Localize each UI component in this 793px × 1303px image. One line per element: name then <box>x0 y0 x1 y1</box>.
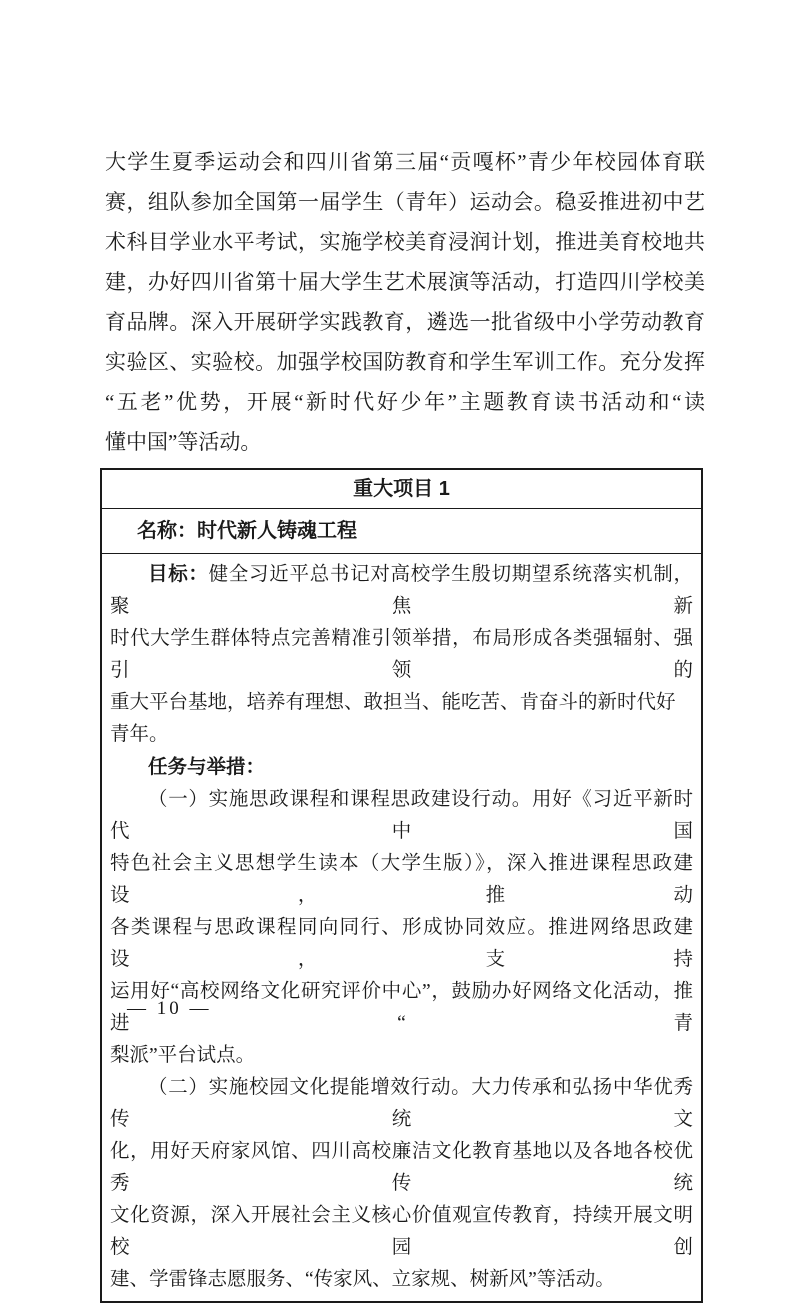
intro-line-7: “五老”优势，开展“新时代好少年”主题教育读书活动和“读 <box>105 390 705 414</box>
project-table-title-row <box>102 470 701 509</box>
tasks-heading <box>110 751 693 784</box>
page-number: — 10 — <box>127 998 212 1019</box>
intro-line-3: 术科目学业水平考试，实施学校美育浸润计划，推进美育校地共 <box>105 230 705 254</box>
intro-line-5: 育品牌。深入开展研学实践教育，遴选一批省级中小学劳动教育 <box>105 310 705 334</box>
goal-line-3: 重大平台基地，培养有理想、敢担当、能吃苦、肯奋斗的新时代好青年。 <box>110 692 676 745</box>
intro-line-6: 实验区、实验校。加强学校国防教育和学生军训工作。充分发挥 <box>105 350 705 374</box>
task-line-3: 各类课程与思政课程同向同行、形成协同效应。推进网络思政建设，支持 <box>110 917 693 970</box>
intro-line-4: 建，办好四川省第十届大学生艺术展演等活动，打造四川学校美 <box>105 270 705 294</box>
task-line-7: 化，用好天府家风馆、四川高校廉洁文化教育基地以及各地各校优秀传统 <box>110 1141 693 1194</box>
intro-line-8: 懂中国”等活动。 <box>105 430 262 454</box>
tasks-label: 任务与举措： <box>148 756 266 778</box>
major-project-table <box>100 468 703 1303</box>
task-line-9: 建、学雷锋志愿服务、“传家风、立家规、树新风”等活动。 <box>110 1269 615 1290</box>
project-table-name-row <box>102 509 701 554</box>
intro-paragraph <box>105 142 705 462</box>
intro-line-2: 赛，组队参加全国第一届学生（青年）运动会。稳妥推进初中艺 <box>105 190 705 214</box>
goal-text: 健全习近平总书记对高校学生殷切期望系统落实机制，聚焦新 <box>110 564 693 617</box>
task-line-8: 文化资源，深入开展社会主义核心价值观宣传教育，持续开展文明校园创 <box>110 1205 693 1258</box>
task-line-4: 运用好“高校网络文化研究评价中心”，鼓励办好网络文化活动，推进“青 <box>110 981 693 1034</box>
project-name: 名称：时代新人铸魂工程 <box>137 520 357 542</box>
task-line-6: （二）实施校园文化提能增效行动。大力传承和弘扬中华优秀传统文 <box>110 1077 693 1130</box>
project-table-body <box>102 554 701 1301</box>
goal-line-2: 时代大学生群体特点完善精准引领举措，布局形成各类强辐射、强引领的 <box>110 628 693 681</box>
goal-label: 目标： <box>148 563 209 585</box>
intro-line-1: 大学生夏季运动会和四川省第三届“贡嘎杯”青少年校园体育联 <box>105 150 705 174</box>
task-line-5: 梨派”平台试点。 <box>110 1045 256 1066</box>
task-line-2: 特色社会主义思想学生读本（大学生版）》，深入推进课程思政建设，推动 <box>110 853 693 906</box>
project-table-title: 重大项目 1 <box>353 478 450 500</box>
goal-line-1 <box>110 558 693 623</box>
task-line-1: （一）实施思政课程和课程思政建设行动。用好《习近平新时代中国 <box>110 789 693 842</box>
